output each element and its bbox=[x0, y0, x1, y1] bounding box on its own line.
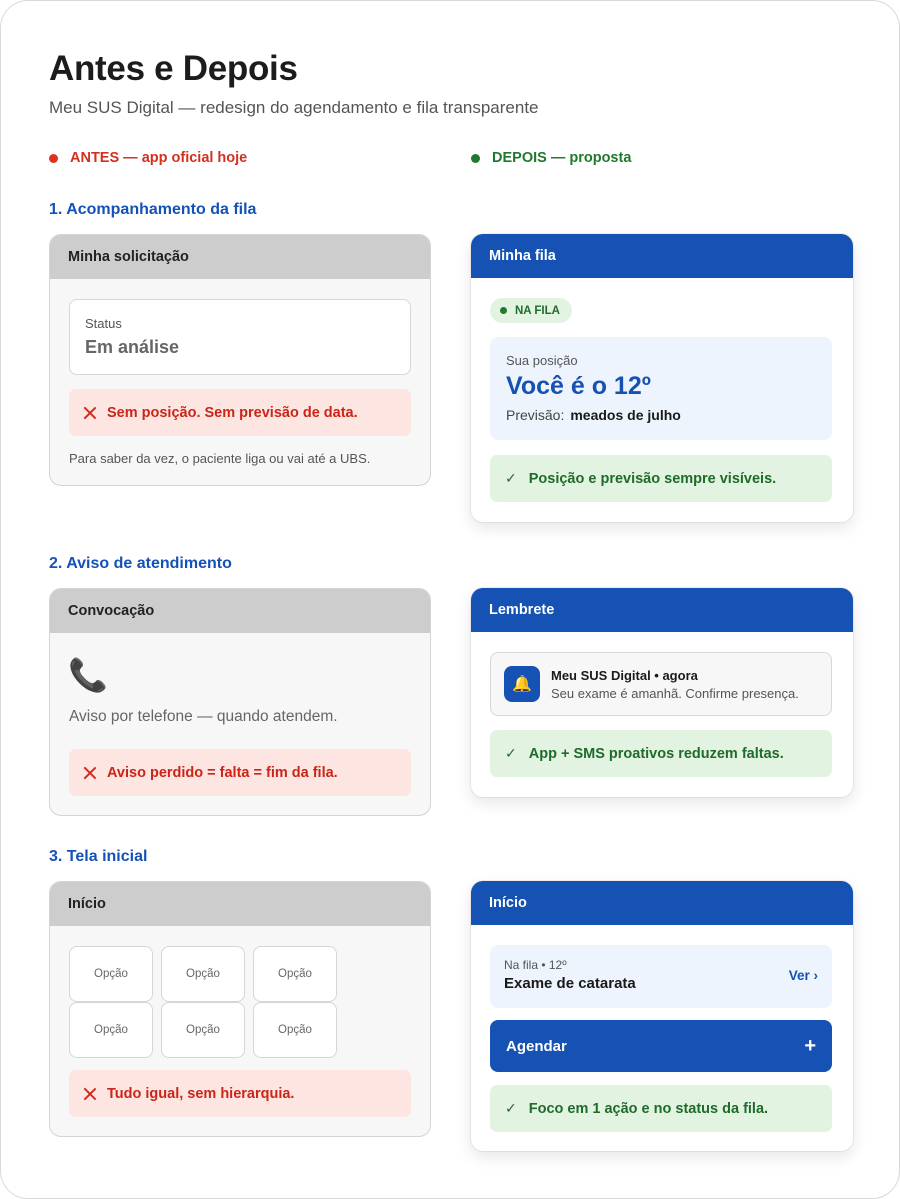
after-card-queue bbox=[471, 234, 853, 522]
status-badge bbox=[490, 298, 572, 323]
status-label: Status bbox=[85, 316, 122, 331]
before-card-queue bbox=[49, 234, 431, 486]
schedule-button[interactable] bbox=[490, 1020, 832, 1072]
page-subtitle: Meu SUS Digital — redesign do agendamento e fila transparente bbox=[49, 98, 539, 117]
problem-text: Tudo igual, sem hierarquia. bbox=[107, 1085, 295, 1102]
close-x-icon bbox=[83, 406, 97, 420]
problem-message bbox=[69, 1070, 411, 1117]
phone-icon: 📞 bbox=[68, 657, 108, 693]
notification-title: Meu SUS Digital • agora bbox=[551, 667, 698, 683]
benefit-text: Posição e previsão sempre visíveis. bbox=[528, 470, 777, 487]
close-x-icon bbox=[83, 1087, 97, 1101]
forecast-value: meados de julho bbox=[570, 407, 681, 423]
position-value: Você é o 12º bbox=[506, 372, 651, 400]
card-header: Início bbox=[471, 881, 853, 925]
benefit-message bbox=[490, 455, 832, 502]
problem-message bbox=[69, 749, 411, 796]
view-link[interactable]: Ver › bbox=[788, 968, 818, 983]
queue-status-card[interactable] bbox=[490, 945, 832, 1008]
notice-text: Aviso por telefone — quando atendem. bbox=[69, 708, 338, 725]
checkmark-icon: ✓ bbox=[505, 1100, 517, 1116]
status-value: Em análise bbox=[85, 337, 180, 357]
push-notification[interactable] bbox=[490, 652, 832, 716]
card-header: Convocação bbox=[50, 589, 430, 633]
legend-after-label: DEPOIS — proposta bbox=[492, 150, 632, 166]
green-dot-icon bbox=[471, 154, 480, 163]
red-dot-icon bbox=[49, 154, 58, 163]
notification-body: Seu exame é amanhã. Confirme presença. bbox=[551, 685, 799, 701]
benefit-text: Foco em 1 ação e no status da fila. bbox=[528, 1100, 769, 1117]
card-header: Início bbox=[50, 882, 430, 926]
status-badge-label: NA FILA bbox=[515, 304, 560, 317]
option-tile[interactable]: Opção bbox=[253, 1002, 337, 1058]
position-label: Sua posição bbox=[506, 353, 578, 368]
card-header: Minha fila bbox=[471, 234, 853, 278]
checkmark-icon: ✓ bbox=[505, 470, 517, 486]
card-header: Minha solicitação bbox=[50, 235, 430, 279]
option-tile[interactable]: Opção bbox=[161, 1002, 245, 1058]
option-tile[interactable]: Opção bbox=[253, 946, 337, 1002]
forecast-label: Previsão: bbox=[506, 407, 565, 423]
legend-before bbox=[49, 150, 247, 166]
option-tile[interactable]: Opção bbox=[69, 1002, 153, 1058]
close-x-icon bbox=[83, 766, 97, 780]
problem-text: Sem posição. Sem previsão de data. bbox=[107, 404, 358, 421]
position-box bbox=[490, 337, 832, 440]
option-tile[interactable]: Opção bbox=[161, 946, 245, 1002]
legend-after bbox=[471, 150, 631, 166]
plus-icon: + bbox=[804, 1034, 816, 1057]
before-card-home bbox=[49, 881, 431, 1137]
forecast-row bbox=[506, 407, 816, 423]
problem-text: Aviso perdido = falta = fim da fila. bbox=[107, 764, 338, 781]
card-header: Lembrete bbox=[471, 588, 853, 632]
bell-icon: 🔔 bbox=[504, 666, 540, 702]
section-title-notification: 2. Aviso de atendimento bbox=[49, 555, 232, 572]
benefit-text: App + SMS proativos reduzem faltas. bbox=[528, 745, 784, 762]
legend-before-label: ANTES — app oficial hoje bbox=[70, 150, 248, 166]
benefit-message bbox=[490, 1085, 832, 1132]
option-tile[interactable]: Opção bbox=[69, 946, 153, 1002]
green-dot-icon bbox=[500, 307, 507, 314]
page-title: Antes e Depois bbox=[49, 49, 298, 88]
note-text: Para saber da vez, o paciente liga ou vai até a UBS. bbox=[69, 451, 371, 466]
before-card-notice bbox=[49, 588, 431, 816]
section-title-queue-tracking: 1. Acompanhamento da fila bbox=[49, 201, 257, 218]
after-card-home bbox=[471, 881, 853, 1151]
benefit-message bbox=[490, 730, 832, 777]
status-box bbox=[69, 299, 411, 375]
checkmark-icon: ✓ bbox=[505, 745, 517, 761]
after-card-reminder bbox=[471, 588, 853, 797]
queue-title: Exame de catarata bbox=[504, 975, 636, 992]
schedule-button-label: Agendar bbox=[506, 1037, 567, 1055]
problem-message bbox=[69, 389, 411, 436]
section-title-home-screen: 3. Tela inicial bbox=[49, 848, 148, 865]
queue-meta: Na fila • 12º bbox=[504, 958, 567, 972]
